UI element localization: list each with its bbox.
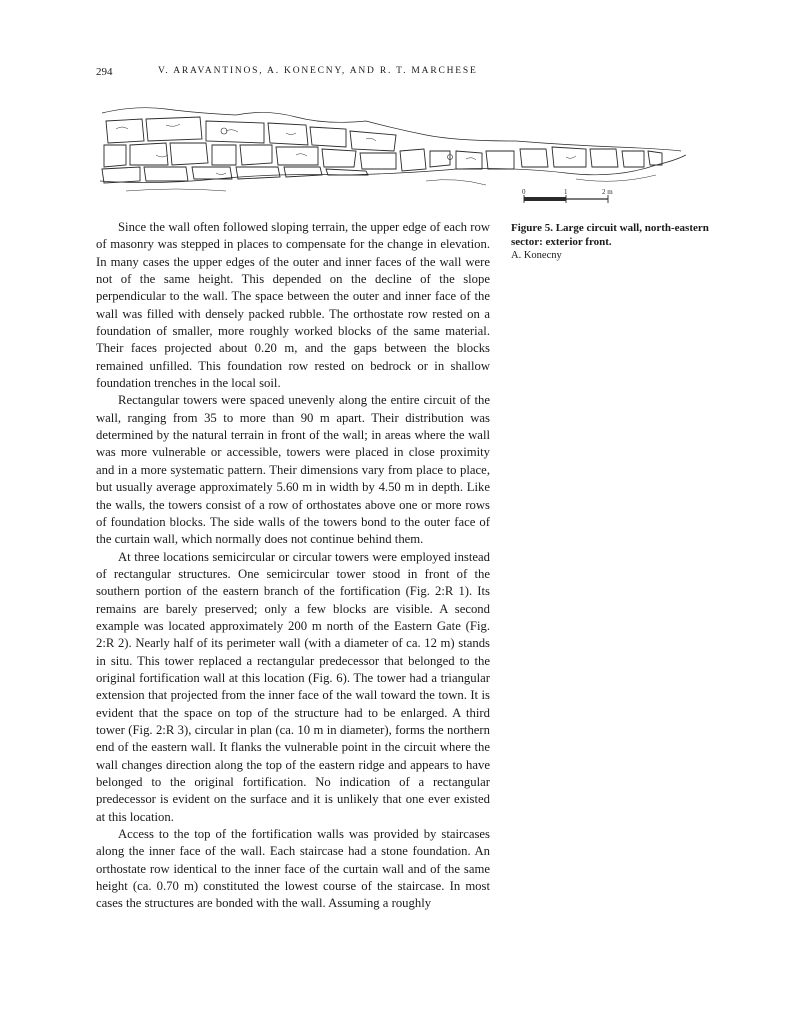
wall-elevation-drawing (96, 95, 696, 207)
running-head-authors: V. ARAVANTINOS, A. KONECNY, AND R. T. MARCHESE (158, 66, 478, 76)
paragraph: Rectangular towers were spaced unevenly along the entire circuit of the wall, ranging from 35 to more than 90 m apart. Their distribution was determined by the natural terrain in front of the wall; in areas where the wall was more vulnerable or accessible, towers were placed in close proximity and in a more systematic pattern. Their dimensions vary from place to place, but usually average approximately 5.60 m in width by 4.50 m in depth. Like the walls, the towers consist of a row of orthostates above one or more rows of foundation blocks. The side walls of the towers bond to the outer face of the curtain wall, which normally does not continue behind them. (96, 393, 490, 547)
scale-label-1: 1 (564, 188, 568, 196)
body-text (96, 219, 490, 913)
paragraph: At three locations semicircular or circular towers were employed instead of rectangular structures. One semicircular tower stood in front of the southern portion of the eastern branch of the fortification (Fig. 2:R 1). Its remains are barely preserved; only a few blocks are visible. A second example was located approximately 200 m north of the Eastern Gate (Fig. 2:R 2). Nearly half of its perimeter wall (with a diameter of ca. 12 m) stands in situ. This tower replaced a rectangular predecessor that belonged to the original fortification wall at this location (Fig. 6). The tower had a triangular extension that projected from the inner face of the wall toward the town. It is evident that the space on top of the structure had to be enlarged. A third tower (Fig. 2:R 3), circular in plan (ca. 10 m in diameter), forms the northern end of the eastern wall. It flanks the vulnerable point in the circuit where the wall changes direction along the top of the eastern ridge and appears to have belonged to the original fortification. No indication of a rectangular predecessor is evident on the surface and it is unlikely that one ever existed at this location. (96, 549, 490, 824)
caption-title: Figure 5. Large circuit wall, north-eastern sector: exterior front. (511, 222, 709, 248)
page-number: 294 (96, 66, 113, 78)
scale-label-2m: 2 m (602, 188, 613, 196)
figure-caption (511, 221, 711, 263)
scale-label-0: 0 (522, 188, 526, 196)
caption-credit: A. Konecny (511, 250, 562, 261)
running-head (96, 66, 496, 82)
paragraph: Access to the top of the fortification walls was provided by staircases along the inner face of the wall. Each staircase had a stone foundation. An orthostate row identical to the inner face of the curtain wall and of the same height (ca. 0.70 m) constituted the lowest course of the staircase. In most cases the structures are bonded with the wall. Assuming a roughly (96, 827, 490, 911)
paragraph: Since the wall often followed sloping terrain, the upper edge of each row of masonry was stepped in places to compensate for the change in elevation. In many cases the upper edges of the outer and inner faces of the wall were not of the same height. This depended on the decline of the slope perpendicular to the wall. The space between the outer and inner face of the wall was filled with densely packed rubble. The orthostate row rested on a foundation of smaller, more roughly worked blocks of the same material. Their faces projected about 0.20 m, and the gaps between the blocks remained unfilled. This foundation row rested on bedrock or in shallow foundation trenches in the local soil. (96, 220, 490, 391)
figure-wall-drawing (96, 95, 696, 207)
